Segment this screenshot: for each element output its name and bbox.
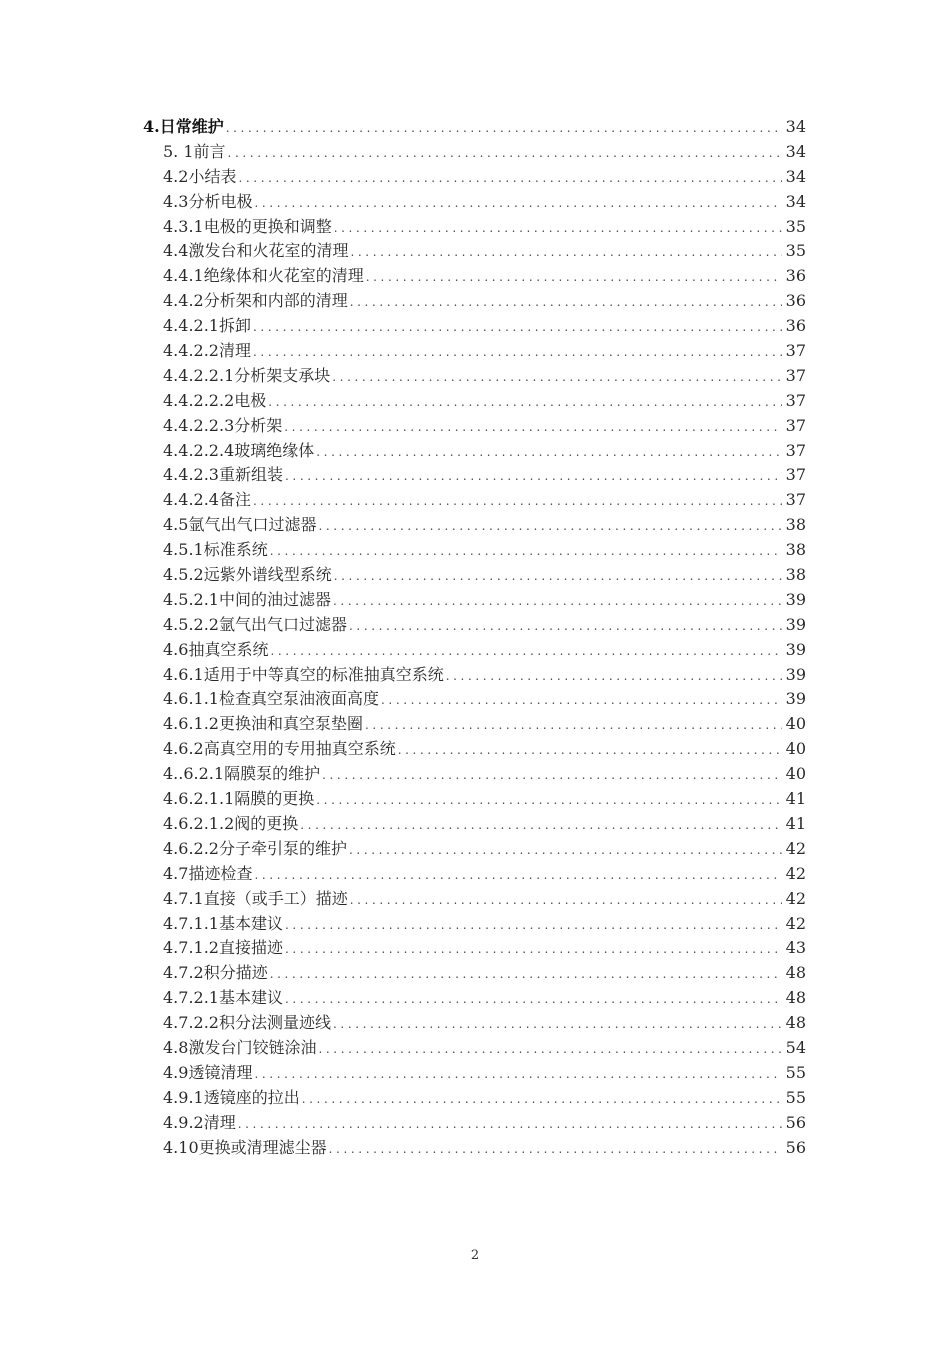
- dot-leader: [302, 1087, 782, 1112]
- dot-leader: [366, 265, 782, 290]
- toc-entry-page: 40: [785, 764, 806, 784]
- toc-entry[interactable]: [143, 1111, 806, 1136]
- toc-entry-page: 42: [785, 888, 806, 908]
- toc-entry-title: 4.4.2.2.1分析架支承块: [163, 365, 331, 385]
- page-number: 2: [470, 1248, 480, 1263]
- toc-entry-page: 39: [785, 689, 806, 709]
- dot-leader: [332, 365, 781, 390]
- toc-entry-page: 56: [785, 1137, 806, 1157]
- toc-entry-title: 4.6.2.2分子牵引泵的维护: [163, 838, 347, 858]
- toc-entry[interactable]: [143, 862, 806, 887]
- toc-entry[interactable]: [143, 837, 806, 862]
- dot-leader: [333, 1012, 782, 1037]
- toc-entry-page: 42: [785, 913, 806, 933]
- toc-entry[interactable]: [143, 364, 806, 389]
- toc-entry[interactable]: [143, 1036, 806, 1061]
- toc-entry[interactable]: [143, 1086, 806, 1111]
- toc-entry-page: 37: [785, 415, 806, 435]
- toc-entry-title: 4.4.2.3重新组装: [163, 465, 283, 485]
- dot-leader: [350, 888, 782, 913]
- toc-entry[interactable]: [143, 588, 806, 613]
- toc-entry-title: 4.5.2.2氩气出气口过滤器: [163, 614, 347, 634]
- dot-leader: [254, 191, 781, 216]
- table-of-contents: [143, 115, 806, 1160]
- dot-leader: [398, 738, 782, 763]
- toc-entry-page: 56: [785, 1112, 806, 1132]
- toc-entry[interactable]: [143, 314, 806, 339]
- dot-leader: [270, 962, 782, 987]
- toc-entry-page: 40: [785, 714, 806, 734]
- toc-entry-page: 37: [785, 341, 806, 361]
- toc-entry-title: 4.5.2远紫外谱线型系统: [163, 565, 332, 585]
- toc-entry[interactable]: [143, 961, 806, 986]
- toc-entry[interactable]: [143, 115, 806, 140]
- dot-leader: [350, 290, 782, 315]
- toc-entry-page: 37: [785, 490, 806, 510]
- dot-leader: [318, 1037, 781, 1062]
- toc-entry-page: 42: [785, 863, 806, 883]
- dot-leader: [381, 688, 782, 713]
- dot-leader: [253, 340, 782, 365]
- toc-entry-title: 4.7.1.1基本建议: [163, 913, 283, 933]
- toc-entry-title: 4.10更换或清理滤尘器: [163, 1137, 327, 1157]
- dot-leader: [253, 315, 782, 340]
- toc-entry-page: 34: [785, 191, 806, 211]
- toc-entry-page: 43: [785, 938, 806, 958]
- toc-entry[interactable]: [143, 538, 806, 563]
- toc-entry-title: 4.6抽真空系统: [163, 639, 269, 659]
- toc-entry-page: 41: [785, 789, 806, 809]
- toc-entry-title: 4.日常维护: [143, 117, 224, 136]
- toc-entry-title: 4.7.2.2积分法测量迹线: [163, 1013, 331, 1033]
- toc-entry[interactable]: [143, 389, 806, 414]
- toc-entry-title: 4.4.2分析架和内部的清理: [163, 291, 348, 311]
- toc-entry[interactable]: [143, 463, 806, 488]
- toc-entry[interactable]: [143, 239, 806, 264]
- dot-leader: [238, 1112, 782, 1137]
- toc-entry-page: 39: [785, 664, 806, 684]
- toc-entry-title: 5. 1前言: [163, 141, 226, 161]
- toc-entry-title: 4.4.2.2.4玻璃绝缘体: [163, 440, 315, 460]
- toc-entry-page: 41: [785, 813, 806, 833]
- toc-entry-page: 36: [785, 291, 806, 311]
- dot-leader: [334, 564, 782, 589]
- toc-entry-title: 4.6.1.1检查真空泵油液面高度: [163, 689, 379, 709]
- toc-entry[interactable]: [143, 712, 806, 737]
- toc-entry-title: 4.7.2积分描迹: [163, 963, 268, 983]
- toc-entry[interactable]: [143, 936, 806, 961]
- toc-entry-title: 4.6.2.1.1隔膜的更换: [163, 789, 315, 809]
- toc-entry[interactable]: [143, 289, 806, 314]
- dot-leader: [285, 987, 782, 1012]
- toc-entry-page: 37: [785, 465, 806, 485]
- dot-leader: [254, 863, 781, 888]
- toc-entry-title: 4.6.1.2更换油和真空泵垫圈: [163, 714, 363, 734]
- toc-entry[interactable]: [143, 1061, 806, 1086]
- toc-entry-page: 39: [785, 639, 806, 659]
- dot-leader: [300, 813, 781, 838]
- toc-entry-page: 38: [785, 515, 806, 535]
- toc-entry[interactable]: [143, 812, 806, 837]
- toc-entry[interactable]: [143, 912, 806, 937]
- toc-entry-page: 34: [785, 141, 806, 161]
- toc-entry-title: 4.6.2高真空用的专用抽真空系统: [163, 739, 396, 759]
- toc-entry[interactable]: [143, 762, 806, 787]
- toc-entry[interactable]: [143, 215, 806, 240]
- toc-entry-title: 4.9.1透镜座的拉出: [163, 1087, 300, 1107]
- toc-entry-page: 36: [785, 266, 806, 286]
- toc-entry[interactable]: [143, 414, 806, 439]
- toc-entry-page: 40: [785, 739, 806, 759]
- dot-leader: [238, 166, 781, 191]
- toc-entry[interactable]: [143, 190, 806, 215]
- dot-leader: [333, 589, 782, 614]
- toc-entry[interactable]: [143, 887, 806, 912]
- toc-entry[interactable]: [143, 787, 806, 812]
- toc-entry[interactable]: [143, 1136, 806, 1161]
- dot-leader: [316, 440, 781, 465]
- dot-leader: [270, 539, 782, 564]
- toc-entry-title: 4..6.2.1隔膜泵的维护: [163, 764, 321, 784]
- toc-entry-title: 4.4.2.2清理: [163, 341, 251, 361]
- toc-entry[interactable]: [143, 663, 806, 688]
- dot-leader: [334, 216, 782, 241]
- dot-leader: [268, 390, 781, 415]
- dot-leader: [285, 464, 782, 489]
- toc-entry-title: 4.8激发台门铰链涂油: [163, 1037, 317, 1057]
- toc-entry-title: 4.9.2清理: [163, 1112, 236, 1132]
- toc-entry-title: 4.7.1直接（或手工）描迹: [163, 888, 348, 908]
- toc-entry[interactable]: [143, 687, 806, 712]
- toc-entry-title: 4.5.2.1中间的油过滤器: [163, 589, 331, 609]
- toc-entry-title: 4.4激发台和火花室的清理: [163, 241, 349, 261]
- toc-entry-page: 38: [785, 540, 806, 560]
- toc-entry[interactable]: [143, 563, 806, 588]
- toc-entry-title: 4.2小结表: [163, 166, 237, 186]
- toc-entry-page: 38: [785, 565, 806, 585]
- dot-leader: [322, 763, 782, 788]
- dot-leader: [228, 141, 782, 166]
- toc-entry-page: 37: [785, 440, 806, 460]
- dot-leader: [318, 514, 781, 539]
- toc-entry-title: 4.4.2.2.2电极: [163, 390, 267, 410]
- toc-entry[interactable]: [143, 513, 806, 538]
- dot-leader: [270, 639, 781, 664]
- toc-entry-page: 37: [785, 365, 806, 385]
- toc-entry-page: 48: [785, 963, 806, 983]
- dot-leader: [350, 240, 781, 265]
- dot-leader: [349, 838, 782, 863]
- toc-entry-page: 34: [785, 166, 806, 186]
- toc-entry[interactable]: [143, 638, 806, 663]
- toc-entry-page: 35: [785, 216, 806, 236]
- toc-entry[interactable]: [143, 986, 806, 1011]
- toc-entry[interactable]: [143, 737, 806, 762]
- toc-entry-title: 4.7.2.1基本建议: [163, 988, 283, 1008]
- toc-entry-page: 48: [785, 988, 806, 1008]
- dot-leader: [365, 713, 782, 738]
- toc-entry-title: 4.4.2.1拆卸: [163, 316, 251, 336]
- dot-leader: [285, 937, 782, 962]
- toc-entry[interactable]: [143, 140, 806, 165]
- toc-entry-title: 4.6.2.1.2阀的更换: [163, 813, 299, 833]
- dot-leader: [253, 489, 782, 514]
- dot-leader: [254, 1062, 781, 1087]
- toc-entry-page: 34: [785, 117, 806, 136]
- toc-entry-title: 4.7描迹检查: [163, 863, 253, 883]
- toc-entry-page: 39: [785, 614, 806, 634]
- toc-entry-title: 4.4.1绝缘体和火花室的清理: [163, 266, 364, 286]
- toc-entry-page: 35: [785, 241, 806, 261]
- toc-entry-title: 4.6.1适用于中等真空的标准抽真空系统: [163, 664, 444, 684]
- toc-entry[interactable]: [143, 613, 806, 638]
- toc-entry-title: 4.4.2.4备注: [163, 490, 251, 510]
- toc-entry-title: 4.4.2.2.3分析架: [163, 415, 283, 435]
- toc-entry-title: 4.9透镜清理: [163, 1062, 253, 1082]
- toc-entry-title: 4.5.1标准系统: [163, 540, 268, 560]
- toc-entry-page: 55: [785, 1087, 806, 1107]
- dot-leader: [329, 1137, 782, 1162]
- toc-entry[interactable]: [143, 264, 806, 289]
- toc-entry-title: 4.3分析电极: [163, 191, 253, 211]
- toc-entry-title: 4.5氩气出气口过滤器: [163, 515, 317, 535]
- toc-entry[interactable]: [143, 339, 806, 364]
- toc-entry[interactable]: [143, 1011, 806, 1036]
- dot-leader: [349, 614, 782, 639]
- toc-entry-page: 36: [785, 316, 806, 336]
- toc-entry-page: 39: [785, 589, 806, 609]
- dot-leader: [226, 116, 782, 141]
- toc-entry[interactable]: [143, 488, 806, 513]
- toc-entry-title: 4.3.1电极的更换和调整: [163, 216, 332, 236]
- dot-leader: [285, 913, 782, 938]
- toc-entry-page: 42: [785, 838, 806, 858]
- toc-entry[interactable]: [143, 165, 806, 190]
- dot-leader: [316, 788, 781, 813]
- toc-entry-page: 48: [785, 1013, 806, 1033]
- toc-entry[interactable]: [143, 439, 806, 464]
- toc-entry-title: 4.7.1.2直接描迹: [163, 938, 283, 958]
- dot-leader: [446, 664, 782, 689]
- dot-leader: [284, 415, 781, 440]
- toc-entry-page: 54: [785, 1037, 806, 1057]
- toc-entry-page: 37: [785, 390, 806, 410]
- toc-entry-page: 55: [785, 1062, 806, 1082]
